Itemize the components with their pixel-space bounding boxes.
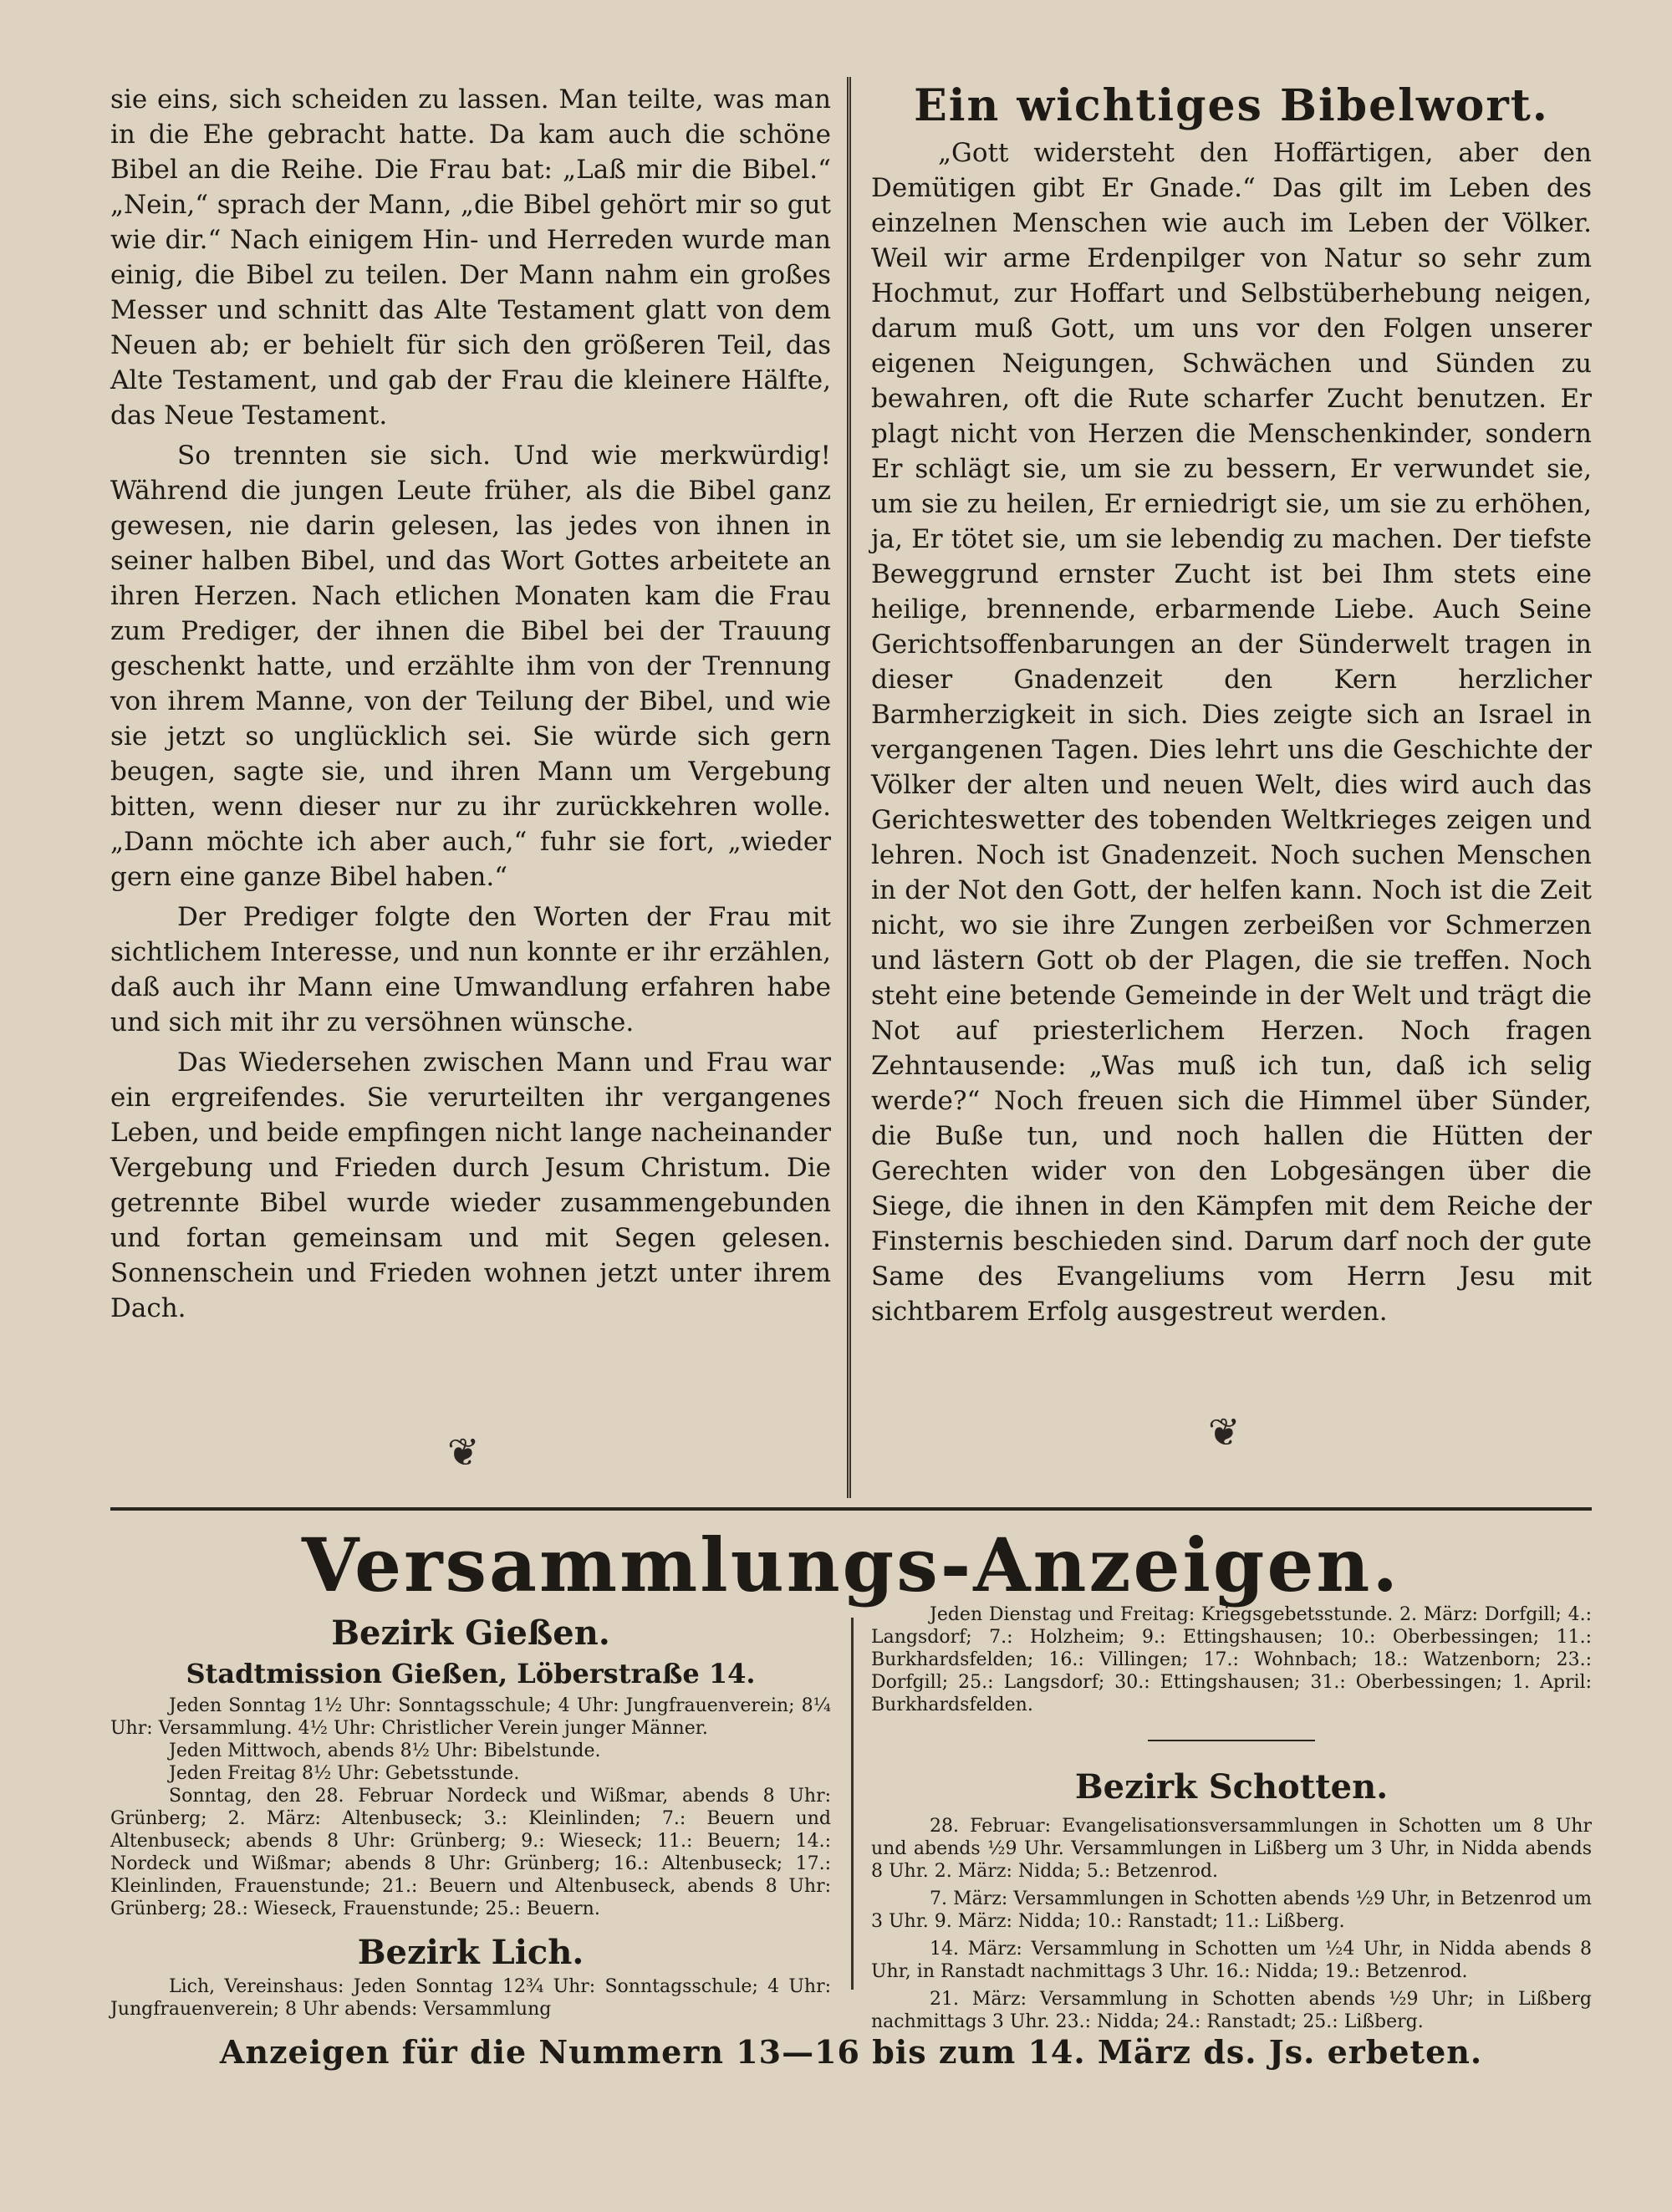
announcements-left-column (110, 1609, 831, 2021)
section-rule (110, 1507, 1592, 1511)
announcement-line: 28. Februar: Evangelisationsversammlungen in Schotten um 8 Uhr und abends ½9 Uhr. Versammlungen in Lißberg um 3 Uhr, in Nidda abends 8 Uhr. 2. März: Nidda; 5.: Betzenrod. (871, 1816, 1592, 1882)
organization-heading: Stadtmission Gießen, Löberstraße 14. (186, 1658, 756, 1690)
announcement-line: Jeden Mittwoch, abends 8½ Uhr: Bibelstunde. (169, 1741, 601, 1761)
article-paragraph: sie eins, sich scheiden zu lassen. Man teilte, was man in die Ehe gebracht hatte. Da kam auch die schöne Bibel an die Reihe. Die Frau bat: „Laß mir die Bibel.“ „Nein,“ sprach der Mann, „die Bibel gehört mir so gut wie dir.“ Nach einigem Hin- und Herreden wurde man einig, die Bibel zu teilen. Der Mann nahm ein großes Messer und schnitt das Alte Testament glatt von dem Neuen ab; er behielt für sich den größeren Teil, das Alte Testament, und gab der Frau die kleinere Hälfte, das Neue Testament. (110, 84, 831, 431)
announcement-line: 21. März: Versammlung in Schotten abends ½9 Uhr; in Lißberg nachmittags 3 Uhr. 23.: Nidda; 24.: Ranstadt; 25.: Lißberg. (871, 1989, 1592, 2032)
fleuron-ornament-icon: ❦ (1208, 1409, 1241, 1455)
short-divider (1148, 1740, 1315, 1741)
article-paragraph: Der Prediger folgte den Worten der Frau mit sichtlichem Interesse, und nun konnte er ihr erzählen, daß auch ihr Mann eine Umwandlung erfahren habe und sich mit ihr zu versöhnen wünsche. (110, 902, 831, 1037)
fleuron-ornament-icon: ❦ (447, 1430, 480, 1475)
article-paragraph: So trennten sie sich. Und wie merkwürdig! Während die jungen Leute früher, als die Bibel ganz gewesen, nie darin gelesen, las jedes von ihnen in seiner halben Bibel, und das Wort Gottes arbeitete an ihren Herzen. Nach etlichen Monaten kam die Frau zum Prediger, der ihnen die Bibel bei der Trauung geschenkt hatte, und erzählte ihm von der Trennung von ihrem Manne, von der Teilung der Bibel, und wie sie jetzt so unglücklich sei. Sie würde sich gern beugen, sagte sie, und ihren Mann um Vergebung bitten, wenn dieser nur zu ihr zurückkehren wolle. „Dann möchte ich aber auch,“ fuhr sie fort, „wieder gern eine ganze Bibel haben.“ (110, 441, 831, 892)
left-article-column (110, 82, 831, 1326)
announcement-line: Lich, Vereinshaus: Jeden Sonntag 12¾ Uhr: Sonntagsschule; 4 Uhr: Jungfrauenverein; 8 Uhr abends: Versammlung (110, 1976, 831, 2020)
article-paragraph: Das Wiedersehen zwischen Mann und Frau war ein ergreifendes. Sie verurteilten ihr vergangenes Leben, und beide empfingen nicht lange nacheinander Vergebung und Frieden durch Jesum Christum. Die getrennte Bibel wurde wieder zusammengebunden und fortan gemeinsam und mit Segen gelesen. Sonnenschein und Frieden wohnen jetzt unter ihrem Dach. (110, 1047, 831, 1323)
right-article-column (871, 82, 1592, 1329)
announcement-line: Jeden Sonntag 1½ Uhr: Sonntagsschule; 4 Uhr: Jungfrauenverein; 8¼ Uhr: Versammlung. 4½ Uhr: Christlicher Verein junger Männer. (110, 1695, 831, 1739)
article-title: Ein wichtiges Bibelwort. (914, 80, 1549, 131)
announcements-heading: Versammlungs-Anzeigen. (301, 1521, 1401, 1608)
announcement-line: Sonntag, den 28. Februar Nordeck und Wißmar, abends 8 Uhr: Grünberg; 2. März: Altenbuseck; 3.: Kleinlinden; 7.: Beuern und Altenbuseck; abends 8 Uhr: Grünberg; 9.: Wieseck; 11.: Beuern; 14.: Nordeck und Wißmar; abends 8 Uhr: Grünberg; 16.: Altenbuseck; 17.: Kleinlinden, Frauenstunde; 21.: Beuern und Altenbuseck, abends 8 Uhr: Grünberg; 28.: Wieseck, Frauenstunde; 25.: Beuern. (110, 1786, 831, 1919)
column-divider (847, 77, 851, 1498)
announcements-right-column (871, 1603, 1592, 2033)
announcement-line: Jeden Dienstag und Freitag: Kriegsgebetsstunde. 2. März: Dorfgill; 4.: Langsdorf; 7.: Holzheim; 9.: Ettingshausen; 10.: Oberbessingen; 11.: Burkhardsfelden; 16.: Villingen; 17.: Wohnbach; 18.: Watzenborn; 23.: Dorfgill; 25.: Langsdorf; 30.: Ettingshausen; 31.: Oberbessingen; 1. April: Burkhardsfelden. (871, 1604, 1592, 1715)
district-heading: Bezirk Lich. (357, 1933, 584, 1972)
article-body: „Gott widersteht den Hoffärtigen, aber den Demütigen gibt Er Gnade.“ Das gilt im Leben des einzelnen Menschen wie auch im Leben der Völker. Weil wir arme Erdenpilger von Natur so sehr zum Hochmut, zur Hoffart und Selbstüberhebung neigen, darum muß Gott, um uns vor den Folgen unserer eigenen Neigungen, Schwächen und Sünden zu bewahren, oft die Rute scharfer Zucht benutzen. Er plagt nicht von Herzen die Menschenkinder, sondern Er schlägt sie, um sie zu bessern, Er verwundet sie, um sie zu heilen, Er erniedrigt sie, um sie zu erhöhen, ja, Er tötet sie, um sie lebendig zu machen. Der tiefste Beweggrund ernster Zucht ist bei Ihm stets eine heilige, brennende, erbarmende Liebe. Auch Seine Gerichtsoffenbarungen an der Sünderwelt tragen in dieser Gnadenzeit den Kern herzlicher Barmherzigkeit in sich. Dies zeigte sich an Israel in vergangenen Tagen. Dies lehrt uns die Geschichte der Völker der alten und neuen Welt, dies wird auch das Gerichteswetter des tobenden Weltkrieges zeigen und lehren. Noch ist Gnadenzeit. Noch suchen Menschen in der Not den Gott, der helfen kann. Noch ist die Zeit nicht, wo sie ihre Zungen zerbeißen vor Schmerzen und lästern Gott ob der Plagen, die sie treffen. Noch steht eine betende Gemeinde in der Welt und trägt die Not auf priesterlichem Herzen. Noch fragen Zehntausende: „Was muß ich tun, daß ich selig werde?“ Noch freuen sich die Himmel über Sünder, die Buße tun, und noch hallen die Hütten der Gerechten wider von den Lobgesängen über die Siege, die ihnen in den Kämpfen mit dem Reiche der Finsternis beschieden sind. Darum darf noch der gute Same des Evangeliums vom Herrn Jesu mit sichtbarem Erfolg ausgestreut werden. (871, 138, 1592, 1327)
announcement-line: 14. März: Versammlung in Schotten um ½4 Uhr, in Nidda abends 8 Uhr, in Ranstadt nachmittags 3 Uhr. 16.: Nidda; 19.: Betzenrod. (871, 1939, 1592, 1982)
announcement-line: 7. März: Versammlungen in Schotten abends ½9 Uhr, in Betzenrod um 3 Uhr. 9. März: Nidda; 10.: Ranstadt; 11.: Lißberg. (871, 1888, 1592, 1932)
announcements-divider (851, 1618, 854, 1990)
announcement-line: Jeden Freitag 8½ Uhr: Gebetsstunde. (169, 1763, 520, 1784)
announcements-deadline-footer: Anzeigen für die Nummern 13—16 bis zum 14. März ds. Js. erbeten. (219, 2033, 1483, 2071)
district-heading: Bezirk Gießen. (331, 1613, 610, 1653)
district-heading: Bezirk Schotten. (1074, 1767, 1389, 1807)
